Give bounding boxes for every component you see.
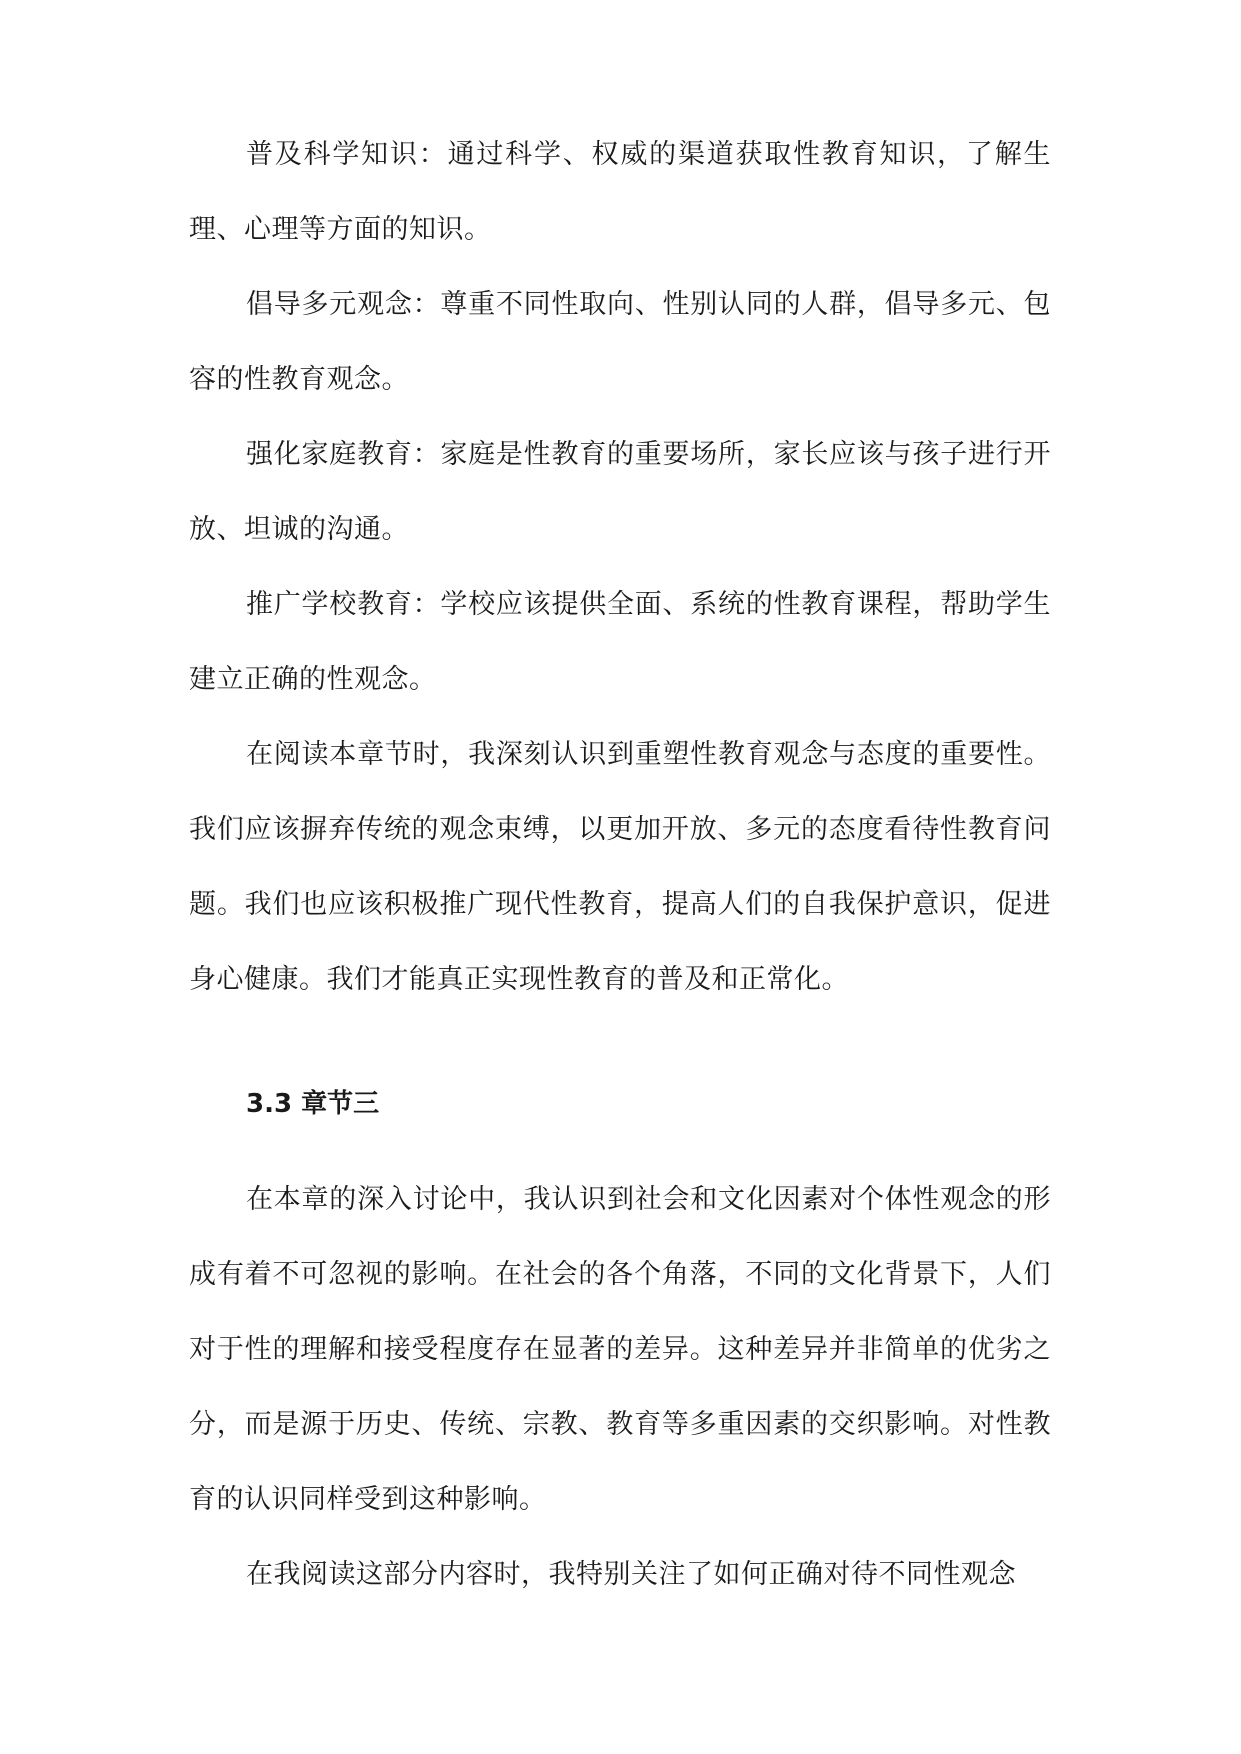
paragraph-social-culture: 在本章的深入讨论中，我认识到社会和文化因素对个体性观念的形成有着不可忽视的影响。在社会的各个角落，不同的文化背景下，人们对于性的理解和接受程度存在显著的差异。这种差异并非简单的优劣之分，而是源于历史、传统、宗教、教育等多重因素的交织影响。对性教育的认识同样受到这种影响。 bbox=[189, 1184, 1051, 1515]
paragraph-reading-note: 在我阅读这部分内容时，我特别关注了如何正确对待不同性观念 bbox=[246, 1559, 1016, 1590]
section-heading: 3.3 章节三 bbox=[246, 1089, 380, 1119]
paragraph-popularize-science: 普及科学知识：通过科学、权威的渠道获取性教育知识，了解生理、心理等方面的知识。 bbox=[189, 139, 1051, 245]
paragraph-reflection: 在阅读本章节时，我深刻认识到重塑性教育观念与态度的重要性。我们应该摒弃传统的观念束缚，以更加开放、多元的态度看待性教育问题。我们也应该积极推广现代性教育，提高人们的自我保护意识，促进身心健康。我们才能真正实现性教育的普及和正常化。 bbox=[189, 739, 1051, 995]
paragraph-advocate-diversity: 倡导多元观念：尊重不同性取向、性别认同的人群，倡导多元、包容的性教育观念。 bbox=[189, 289, 1051, 395]
paragraph-school-education: 推广学校教育：学校应该提供全面、系统的性教育课程，帮助学生建立正确的性观念。 bbox=[189, 589, 1051, 695]
paragraph-family-education: 强化家庭教育：家庭是性教育的重要场所，家长应该与孩子进行开放、坦诚的沟通。 bbox=[189, 439, 1051, 545]
